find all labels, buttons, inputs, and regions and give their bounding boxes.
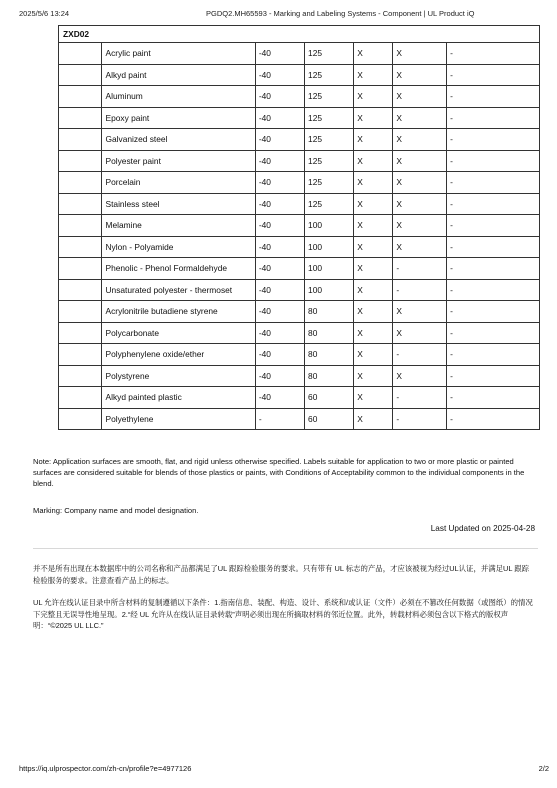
min-temp-cell: -40 — [255, 86, 304, 108]
material-cell: Alkyd paint — [101, 64, 255, 86]
row-marker-cell — [59, 301, 102, 323]
marking-text: Marking: Company name and model designation. — [33, 506, 199, 515]
print-date: 2025/5/6 13:24 — [19, 9, 70, 18]
material-cell: Unsaturated polyester - thermoset — [101, 279, 255, 301]
max-temp-cell: 125 — [305, 43, 354, 65]
outdoor-cell: - — [393, 408, 447, 430]
footer-url[interactable]: https://iq.ulprospector.com/zh-cn/profile?e=4977126 — [19, 764, 192, 773]
indoor-cell: X — [354, 258, 393, 280]
table-row — [59, 301, 540, 323]
min-temp-cell: -40 — [255, 215, 304, 237]
max-temp-cell: 80 — [305, 322, 354, 344]
outdoor-cell: X — [393, 43, 447, 65]
min-temp-cell: -40 — [255, 387, 304, 409]
outdoor-cell: - — [393, 387, 447, 409]
row-marker-cell — [59, 150, 102, 172]
max-temp-cell: 125 — [305, 150, 354, 172]
min-temp-cell: -40 — [255, 258, 304, 280]
extra-cell: - — [447, 301, 540, 323]
min-temp-cell: -40 — [255, 236, 304, 258]
row-marker-cell — [59, 236, 102, 258]
row-marker-cell — [59, 107, 102, 129]
ul-mark-notice: 并不是所有出现在本数据库中的公司名称和产品都满足了UL 跟踪检验服务的要求。只有带有 UL 标志的产品，才应该被视为经过UL认证，并满足UL 跟踪检验服务的要求。注意查看产品上的标志。 — [33, 564, 530, 585]
min-temp-cell: -40 — [255, 193, 304, 215]
max-temp-cell: 100 — [305, 258, 354, 280]
max-temp-cell: 80 — [305, 301, 354, 323]
outdoor-cell: X — [393, 193, 447, 215]
max-temp-cell: 125 — [305, 86, 354, 108]
outdoor-cell: - — [393, 344, 447, 366]
last-updated: Last Updated on 2025-04-28 — [430, 524, 535, 533]
indoor-cell: X — [354, 408, 393, 430]
indoor-cell: X — [354, 172, 393, 194]
table-row — [59, 236, 540, 258]
material-cell: Acrylic paint — [101, 43, 255, 65]
table-row — [59, 215, 540, 237]
extra-cell: - — [447, 64, 540, 86]
table-row — [59, 172, 540, 194]
table-row — [59, 193, 540, 215]
row-marker-cell — [59, 258, 102, 280]
indoor-cell: X — [354, 344, 393, 366]
row-marker-cell — [59, 408, 102, 430]
extra-cell: - — [447, 279, 540, 301]
min-temp-cell: -40 — [255, 64, 304, 86]
indoor-cell: X — [354, 387, 393, 409]
outdoor-cell: X — [393, 150, 447, 172]
extra-cell: - — [447, 193, 540, 215]
row-marker-cell — [59, 64, 102, 86]
material-cell: Alkyd painted plastic — [101, 387, 255, 409]
material-cell: Epoxy paint — [101, 107, 255, 129]
extra-cell: - — [447, 408, 540, 430]
min-temp-cell: -40 — [255, 43, 304, 65]
min-temp-cell: - — [255, 408, 304, 430]
table-row — [59, 408, 540, 430]
extra-cell: - — [447, 365, 540, 387]
min-temp-cell: -40 — [255, 322, 304, 344]
extra-cell: - — [447, 258, 540, 280]
row-marker-cell — [59, 129, 102, 151]
min-temp-cell: -40 — [255, 172, 304, 194]
table-row — [59, 279, 540, 301]
min-temp-cell: -40 — [255, 301, 304, 323]
table-row — [59, 150, 540, 172]
max-temp-cell: 100 — [305, 215, 354, 237]
outdoor-cell: X — [393, 215, 447, 237]
table-row — [59, 322, 540, 344]
extra-cell: - — [447, 344, 540, 366]
material-cell: Polycarbonate — [101, 322, 255, 344]
material-cell: Stainless steel — [101, 193, 255, 215]
max-temp-cell: 80 — [305, 365, 354, 387]
outdoor-cell: X — [393, 86, 447, 108]
material-cell: Phenolic - Phenol Formaldehyde — [101, 258, 255, 280]
indoor-cell: X — [354, 301, 393, 323]
extra-cell: - — [447, 215, 540, 237]
outdoor-cell: X — [393, 64, 447, 86]
row-marker-cell — [59, 43, 102, 65]
indoor-cell: X — [354, 64, 393, 86]
table-row — [59, 365, 540, 387]
row-marker-cell — [59, 365, 102, 387]
extra-cell: - — [447, 150, 540, 172]
indoor-cell: X — [354, 150, 393, 172]
indoor-cell: X — [354, 236, 393, 258]
surface-rating-table — [58, 25, 540, 430]
max-temp-cell: 60 — [305, 387, 354, 409]
extra-cell: - — [447, 107, 540, 129]
material-cell: Acrylonitrile butadiene styrene — [101, 301, 255, 323]
indoor-cell: X — [354, 279, 393, 301]
table-caption-row — [59, 26, 540, 43]
table-row — [59, 86, 540, 108]
table-row — [59, 387, 540, 409]
max-temp-cell: 125 — [305, 193, 354, 215]
outdoor-cell: - — [393, 258, 447, 280]
table-row — [59, 43, 540, 65]
max-temp-cell: 100 — [305, 279, 354, 301]
table-row — [59, 258, 540, 280]
min-temp-cell: -40 — [255, 107, 304, 129]
table-row — [59, 129, 540, 151]
outdoor-cell: X — [393, 322, 447, 344]
outdoor-cell: X — [393, 365, 447, 387]
row-marker-cell — [59, 387, 102, 409]
material-cell: Galvanized steel — [101, 129, 255, 151]
indoor-cell: X — [354, 129, 393, 151]
indoor-cell: X — [354, 193, 393, 215]
row-marker-cell — [59, 344, 102, 366]
indoor-cell: X — [354, 365, 393, 387]
table-row — [59, 344, 540, 366]
min-temp-cell: -40 — [255, 279, 304, 301]
max-temp-cell: 60 — [305, 408, 354, 430]
max-temp-cell: 125 — [305, 172, 354, 194]
material-cell: Aluminum — [101, 86, 255, 108]
outdoor-cell: X — [393, 129, 447, 151]
table-row — [59, 64, 540, 86]
outdoor-cell: - — [393, 279, 447, 301]
material-cell: Nylon - Polyamide — [101, 236, 255, 258]
min-temp-cell: -40 — [255, 129, 304, 151]
min-temp-cell: -40 — [255, 150, 304, 172]
extra-cell: - — [447, 43, 540, 65]
extra-cell: - — [447, 86, 540, 108]
material-cell: Polystyrene — [101, 365, 255, 387]
material-cell: Polyphenylene oxide/ether — [101, 344, 255, 366]
outdoor-cell: X — [393, 301, 447, 323]
extra-cell: - — [447, 172, 540, 194]
row-marker-cell — [59, 215, 102, 237]
max-temp-cell: 125 — [305, 107, 354, 129]
row-marker-cell — [59, 172, 102, 194]
min-temp-cell: -40 — [255, 365, 304, 387]
outdoor-cell: X — [393, 172, 447, 194]
indoor-cell: X — [354, 215, 393, 237]
max-temp-cell: 100 — [305, 236, 354, 258]
row-marker-cell — [59, 322, 102, 344]
max-temp-cell: 125 — [305, 64, 354, 86]
print-page-title: PGDQ2.MH65593 - Marking and Labeling Systems - Component | UL Product iQ — [206, 9, 475, 18]
material-cell: Porcelain — [101, 172, 255, 194]
outdoor-cell: X — [393, 107, 447, 129]
indoor-cell: X — [354, 86, 393, 108]
section-divider — [33, 548, 538, 549]
table-caption: ZXD02 — [59, 26, 540, 43]
row-marker-cell — [59, 279, 102, 301]
min-temp-cell: -40 — [255, 344, 304, 366]
row-marker-cell — [59, 193, 102, 215]
print-header — [19, 9, 538, 21]
extra-cell: - — [447, 322, 540, 344]
max-temp-cell: 125 — [305, 129, 354, 151]
page-number: 2/2 — [538, 764, 549, 773]
indoor-cell: X — [354, 107, 393, 129]
material-cell: Polyethylene — [101, 408, 255, 430]
outdoor-cell: X — [393, 236, 447, 258]
table-row — [59, 107, 540, 129]
max-temp-cell: 80 — [305, 344, 354, 366]
indoor-cell: X — [354, 43, 393, 65]
extra-cell: - — [447, 236, 540, 258]
material-cell: Polyester paint — [101, 150, 255, 172]
extra-cell: - — [447, 129, 540, 151]
material-cell: Melamine — [101, 215, 255, 237]
application-note: Note: Application surfaces are smooth, flat, and rigid unless otherwise specified. Labels suitable for application to two or more plastic or painted surfaces are considered suitable for blends of those plastics or paints, with Conditions of Acceptability common to the individual components in the blend. — [33, 457, 525, 488]
row-marker-cell — [59, 86, 102, 108]
copyright-notice: UL 允许在线认证目录中所含材料的复制遵循以下条件：1.指南信息、装配、构造、设计、系统和/或认证（文件）必须在不篡改任何数据（或图纸）的情况下完整且无误导性地呈现。2.“经 UL 允许从在线认证目录转载”声明必须出现在所摘取材料的邻近位置。此外，转载材料必须包含以下格式的版权声明：“©2025 UL LLC.” — [33, 598, 533, 630]
indoor-cell: X — [354, 322, 393, 344]
extra-cell: - — [447, 387, 540, 409]
